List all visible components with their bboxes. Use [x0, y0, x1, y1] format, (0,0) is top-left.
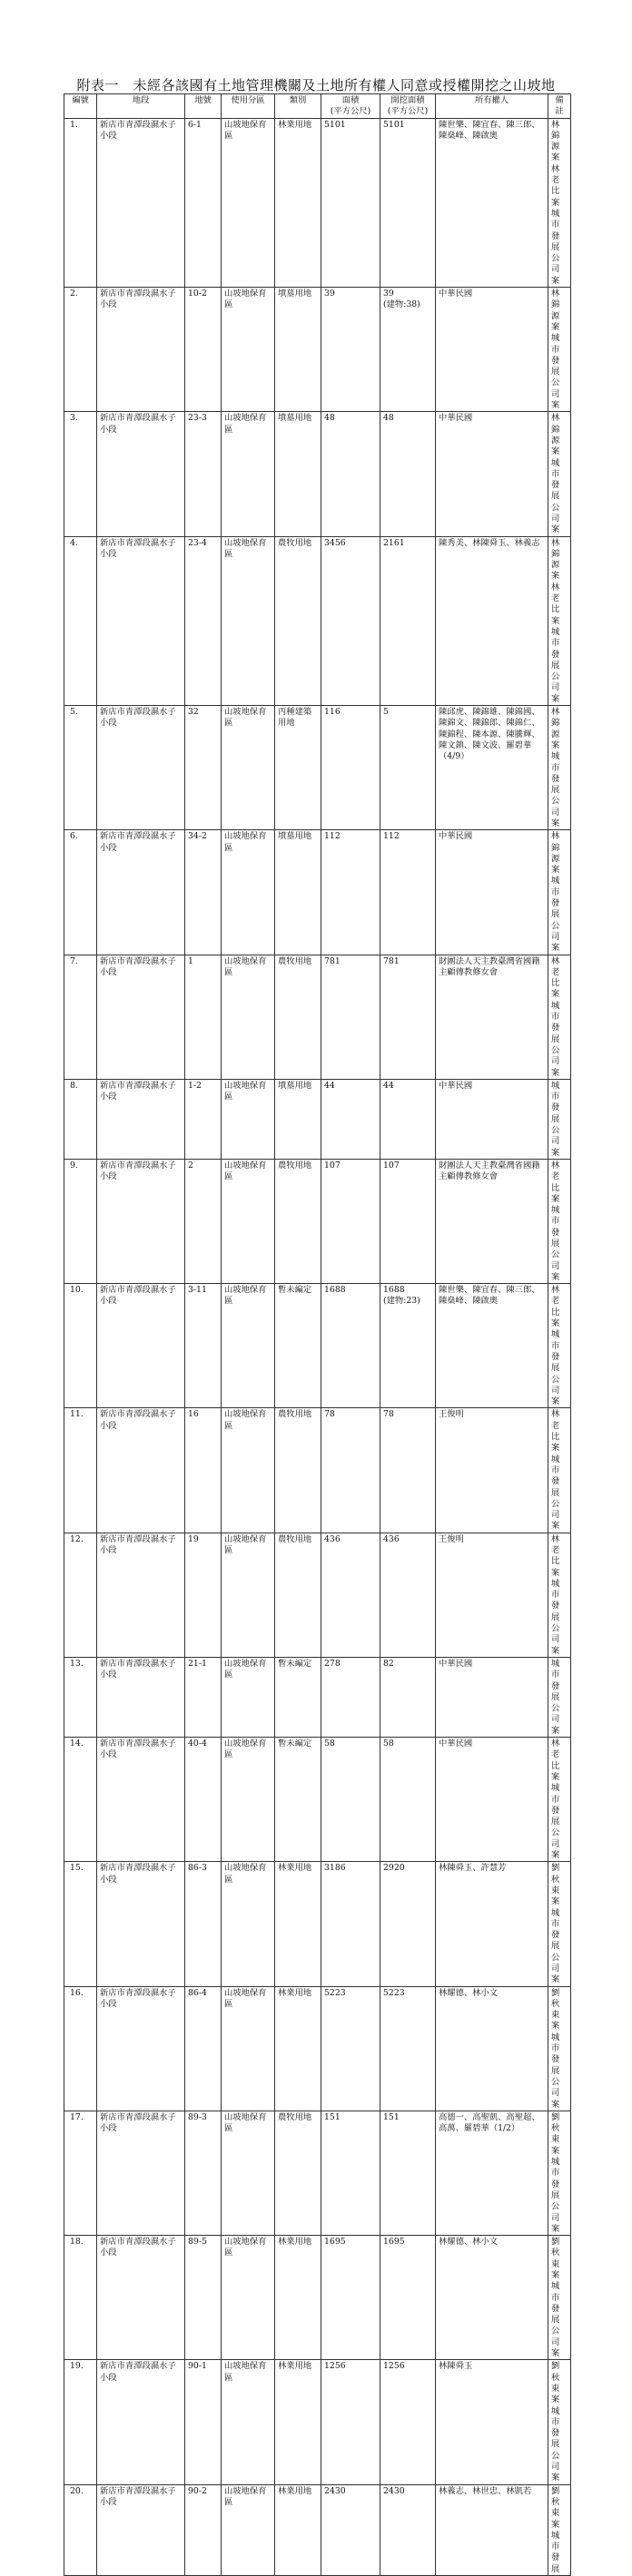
- table-row: [64, 706, 571, 830]
- cell-owner: 中華民國: [436, 830, 548, 955]
- cell-zone: 山坡地保育區: [222, 2484, 275, 2575]
- cell-dug-area: 2430: [380, 2484, 436, 2575]
- cell-lot: 16: [185, 1408, 222, 1533]
- cell-owner: 中華民國: [436, 1079, 548, 1159]
- table-row: [64, 1408, 571, 1533]
- cell-dug-area: 5223: [380, 1986, 436, 2111]
- cell-category: 墳墓用地: [275, 1079, 321, 1159]
- cell-no: 18.: [64, 2236, 97, 2360]
- cell-owner: 財團法人天主教臺灣省國籍主顧傳教修女會: [436, 1159, 548, 1283]
- header-note: 備註: [548, 94, 571, 119]
- cell-dug-area: 112: [380, 830, 436, 955]
- cell-lot: 6-1: [185, 118, 222, 287]
- cell-no: 5.: [64, 706, 97, 830]
- cell-section: 新店市青潭段濕水子小段: [97, 118, 185, 287]
- cell-dug-area: 82: [380, 1657, 436, 1737]
- cell-category: 農牧用地: [275, 955, 321, 1079]
- cell-no: 10.: [64, 1284, 97, 1408]
- cell-area: 781: [321, 955, 380, 1079]
- cell-note: 林老比案城市發展公司案: [548, 1284, 571, 1408]
- cell-section: 新店市青潭段濕水子小段: [97, 1159, 185, 1283]
- cell-no: 4.: [64, 536, 97, 705]
- header-zone: 使用分區: [222, 94, 275, 119]
- cell-section: 新店市青潭段濕水子小段: [97, 1738, 185, 1862]
- cell-lot: 3-11: [185, 1284, 222, 1408]
- cell-no: 12.: [64, 1533, 97, 1657]
- cell-zone: 山坡地保育區: [222, 1284, 275, 1408]
- cell-lot: 2: [185, 1159, 222, 1283]
- cell-section: 新店市青潭段濕水子小段: [97, 1986, 185, 2111]
- header-owner: 所有權人: [436, 94, 548, 119]
- cell-owner: 中華民國: [436, 412, 548, 536]
- cell-note: 林錦源案城市發展公司案: [548, 706, 571, 830]
- cell-section: 新店市青潭段濕水子小段: [97, 2236, 185, 2360]
- cell-note: 劉秋東案城市發展: [548, 2484, 571, 2575]
- cell-no: 3.: [64, 412, 97, 536]
- cell-category: 林業用地: [275, 2360, 321, 2484]
- table-row: [64, 955, 571, 1079]
- table-row: [64, 412, 571, 536]
- table-row: [64, 1533, 571, 1657]
- cell-note: 城市發展公司案: [548, 1079, 571, 1159]
- cell-note: 林老比案城市發展公司案: [548, 1159, 571, 1283]
- table-row: [64, 2484, 571, 2575]
- cell-note: 林錦源案城市發展公司案: [548, 288, 571, 412]
- cell-lot: 86-4: [185, 1986, 222, 2111]
- cell-note: 劉秋東案城市發展公司案: [548, 1862, 571, 1986]
- cell-owner: 林陳舜玉: [436, 2360, 548, 2484]
- cell-note: 林老比案城市發展公司案: [548, 1408, 571, 1533]
- cell-owner: 中華民國: [436, 1657, 548, 1737]
- cell-section: 新店市青潭段濕水子小段: [97, 412, 185, 536]
- cell-category: 農牧用地: [275, 2111, 321, 2235]
- cell-lot: 23-3: [185, 412, 222, 536]
- table-body: [64, 118, 571, 2575]
- cell-no: 15.: [64, 1862, 97, 1986]
- cell-zone: 山坡地保育區: [222, 955, 275, 1079]
- cell-no: 14.: [64, 1738, 97, 1862]
- cell-area: 278: [321, 1657, 380, 1737]
- cell-category: 農牧用地: [275, 1159, 321, 1283]
- cell-area: 58: [321, 1738, 380, 1862]
- cell-zone: 山坡地保育區: [222, 1079, 275, 1159]
- cell-category: 林業用地: [275, 2484, 321, 2575]
- cell-section: 新店市青潭段濕水子小段: [97, 955, 185, 1079]
- table-row: [64, 1862, 571, 1986]
- cell-note: 城市發展公司案: [548, 1657, 571, 1737]
- cell-owner: 陳世樂、陳宜春、陳三郎、陳燊峰、陳啟奧: [436, 1284, 548, 1408]
- cell-lot: 19: [185, 1533, 222, 1657]
- table-row: [64, 536, 571, 705]
- cell-area: 1256: [321, 2360, 380, 2484]
- cell-note: 林老比案城市發展公司案: [548, 1533, 571, 1657]
- cell-area: 1695: [321, 2236, 380, 2360]
- table-row: [64, 288, 571, 412]
- cell-no: 19.: [64, 2360, 97, 2484]
- cell-section: 新店市青潭段濕水子小段: [97, 1533, 185, 1657]
- cell-owner: 陳邱虎、陳錦雄、陳錦國、陳錦文、陳錦郎、陳錦仁、陳錦程、陳本源、陳騰輝、陳文鎮、陳文波、羅碧華（4/9）: [436, 706, 548, 830]
- cell-dug-area: 5101: [380, 118, 436, 287]
- table-row: [64, 1079, 571, 1159]
- table-row: [64, 830, 571, 955]
- cell-note: 林錦源案城市發展公司案: [548, 830, 571, 955]
- cell-no: 13.: [64, 1657, 97, 1737]
- table-row: [64, 1159, 571, 1283]
- cell-dug-area: 78: [380, 1408, 436, 1533]
- cell-owner: 財團法人天主教臺灣省國籍主顧傳教修女會: [436, 955, 548, 1079]
- cell-category: 暫未編定: [275, 1284, 321, 1408]
- cell-zone: 山坡地保育區: [222, 1159, 275, 1283]
- cell-owner: 林耀德、林小文: [436, 2236, 548, 2360]
- cell-category: 丙種建築用地: [275, 706, 321, 830]
- cell-note: 林錦源案林老比案城市發展公司案: [548, 118, 571, 287]
- cell-zone: 山坡地保育區: [222, 2236, 275, 2360]
- table-row: [64, 118, 571, 287]
- cell-lot: 90-1: [185, 2360, 222, 2484]
- cell-note: 林錦源案林老比案城市發展公司案: [548, 536, 571, 705]
- cell-section: 新店市青潭段濕水子小段: [97, 1657, 185, 1737]
- cell-no: 17.: [64, 2111, 97, 2235]
- cell-category: 林業用地: [275, 1986, 321, 2111]
- cell-section: 新店市青潭段濕水子小段: [97, 1079, 185, 1159]
- cell-zone: 山坡地保育區: [222, 412, 275, 536]
- cell-note: 劉秋東案城市發展公司案: [548, 2360, 571, 2484]
- cell-category: 墳墓用地: [275, 412, 321, 536]
- cell-dug-area: 1695: [380, 2236, 436, 2360]
- cell-section: 新店市青潭段濕水子小段: [97, 288, 185, 412]
- cell-lot: 1-2: [185, 1079, 222, 1159]
- cell-area: 107: [321, 1159, 380, 1283]
- cell-section: 新店市青潭段濕水子小段: [97, 1408, 185, 1533]
- cell-section: 新店市青潭段濕水子小段: [97, 2360, 185, 2484]
- cell-zone: 山坡地保育區: [222, 1862, 275, 1986]
- cell-zone: 山坡地保育區: [222, 2111, 275, 2235]
- cell-note: 林錦源案城市發展公司案: [548, 412, 571, 536]
- table-row: [64, 1738, 571, 1862]
- cell-dug-area: 1688 (建物:23): [380, 1284, 436, 1408]
- cell-category: 農牧用地: [275, 1408, 321, 1533]
- table-row: [64, 2236, 571, 2360]
- table-row: [64, 1657, 571, 1737]
- cell-dug-area: 58: [380, 1738, 436, 1862]
- cell-no: 1.: [64, 118, 97, 287]
- cell-area: 116: [321, 706, 380, 830]
- cell-area: 2430: [321, 2484, 380, 2575]
- cell-owner: 林義志、林世忠、林凱若: [436, 2484, 548, 2575]
- cell-zone: 山坡地保育區: [222, 1657, 275, 1737]
- cell-owner: 中華民國: [436, 1738, 548, 1862]
- header-area: 面積 (平方公尺): [321, 94, 380, 119]
- cell-area: 78: [321, 1408, 380, 1533]
- cell-category: 墳墓用地: [275, 288, 321, 412]
- cell-section: 新店市青潭段濕水子小段: [97, 1862, 185, 1986]
- cell-no: 16.: [64, 1986, 97, 2111]
- cell-owner: 中華民國: [436, 288, 548, 412]
- cell-dug-area: 39 (建物:38): [380, 288, 436, 412]
- cell-dug-area: 48: [380, 412, 436, 536]
- cell-zone: 山坡地保育區: [222, 2360, 275, 2484]
- cell-lot: 89-3: [185, 2111, 222, 2235]
- cell-dug-area: 2920: [380, 1862, 436, 1986]
- cell-lot: 34-2: [185, 830, 222, 955]
- cell-area: 3456: [321, 536, 380, 705]
- header-no: 編號: [64, 94, 97, 119]
- cell-dug-area: 151: [380, 2111, 436, 2235]
- cell-note: 林老比案城市發展公司案: [548, 955, 571, 1079]
- cell-no: 11.: [64, 1408, 97, 1533]
- cell-dug-area: 781: [380, 955, 436, 1079]
- cell-area: 1688: [321, 1284, 380, 1408]
- cell-dug-area: 44: [380, 1079, 436, 1159]
- table-row: [64, 2111, 571, 2235]
- cell-section: 新店市青潭段濕水子小段: [97, 830, 185, 955]
- cell-lot: 23-4: [185, 536, 222, 705]
- cell-lot: 1: [185, 955, 222, 1079]
- cell-section: 新店市青潭段濕水子小段: [97, 2111, 185, 2235]
- cell-area: 39: [321, 288, 380, 412]
- cell-lot: 86-3: [185, 1862, 222, 1986]
- cell-zone: 山坡地保育區: [222, 830, 275, 955]
- cell-section: 新店市青潭段濕水子小段: [97, 2484, 185, 2575]
- cell-category: 農牧用地: [275, 536, 321, 705]
- cell-note: 劉秋東案城市發展公司案: [548, 2236, 571, 2360]
- cell-category: 林業用地: [275, 1862, 321, 1986]
- cell-owner: 王俊明: [436, 1533, 548, 1657]
- page-title: 附表一 未經各該國有土地管理機關及土地所有權人同意或授權開挖之山坡地: [76, 77, 556, 93]
- cell-no: 2.: [64, 288, 97, 412]
- cell-category: 林業用地: [275, 2236, 321, 2360]
- cell-area: 5101: [321, 118, 380, 287]
- cell-owner: 林耀德、林小文: [436, 1986, 548, 2111]
- cell-lot: 89-5: [185, 2236, 222, 2360]
- cell-lot: 10-2: [185, 288, 222, 412]
- cell-no: 20.: [64, 2484, 97, 2575]
- cell-zone: 山坡地保育區: [222, 1408, 275, 1533]
- cell-no: 9.: [64, 1159, 97, 1283]
- cell-lot: 32: [185, 706, 222, 830]
- cell-lot: 40-4: [185, 1738, 222, 1862]
- cell-section: 新店市青潭段濕水子小段: [97, 706, 185, 830]
- cell-dug-area: 107: [380, 1159, 436, 1283]
- cell-area: 44: [321, 1079, 380, 1159]
- table-row: [64, 1986, 571, 2111]
- cell-lot: 21-1: [185, 1657, 222, 1737]
- cell-category: 暫未編定: [275, 1657, 321, 1737]
- header-lot: 地號: [185, 94, 222, 119]
- cell-category: 墳墓用地: [275, 830, 321, 955]
- cell-area: 436: [321, 1533, 380, 1657]
- table-row: [64, 1284, 571, 1408]
- cell-zone: 山坡地保育區: [222, 706, 275, 830]
- header-dug-area: 開挖面積 (平方公尺): [380, 94, 436, 119]
- cell-section: 新店市青潭段濕水子小段: [97, 1284, 185, 1408]
- cell-dug-area: 2161: [380, 536, 436, 705]
- cell-zone: 山坡地保育區: [222, 1738, 275, 1862]
- cell-lot: 90-2: [185, 2484, 222, 2575]
- cell-note: 林老比案城市發展公司案: [548, 1738, 571, 1862]
- land-table: [64, 93, 571, 2576]
- cell-dug-area: 436: [380, 1533, 436, 1657]
- cell-owner: 陳秀美、林陳舜玉、林義志: [436, 536, 548, 705]
- cell-no: 6.: [64, 830, 97, 955]
- cell-dug-area: 5: [380, 706, 436, 830]
- cell-zone: 山坡地保育區: [222, 1986, 275, 2111]
- header-category: 類別: [275, 94, 321, 119]
- cell-dug-area: 1256: [380, 2360, 436, 2484]
- cell-section: 新店市青潭段濕水子小段: [97, 536, 185, 705]
- cell-zone: 山坡地保育區: [222, 118, 275, 287]
- cell-area: 48: [321, 412, 380, 536]
- cell-area: 5223: [321, 1986, 380, 2111]
- table-header-row: [64, 94, 571, 119]
- cell-note: 劉秋東案城市發展公司案: [548, 2111, 571, 2235]
- cell-category: 林業用地: [275, 118, 321, 287]
- cell-no: 7.: [64, 955, 97, 1079]
- cell-area: 3186: [321, 1862, 380, 1986]
- cell-no: 8.: [64, 1079, 97, 1159]
- header-section: 地段: [97, 94, 185, 119]
- cell-area: 112: [321, 830, 380, 955]
- cell-zone: 山坡地保育區: [222, 536, 275, 705]
- cell-area: 151: [321, 2111, 380, 2235]
- cell-owner: 陳世樂、陳宜春、陳三郎、陳燊峰、陳啟奧: [436, 118, 548, 287]
- table-row: [64, 2360, 571, 2484]
- cell-zone: 山坡地保育區: [222, 288, 275, 412]
- cell-zone: 山坡地保育區: [222, 1533, 275, 1657]
- cell-owner: 高德一、高聖凱、高聖超、高萬、羅碧華（1/2）: [436, 2111, 548, 2235]
- cell-note: 劉秋東案城市發展公司案: [548, 1986, 571, 2111]
- cell-owner: 王俊明: [436, 1408, 548, 1533]
- cell-owner: 林陳舜玉、許慧芳: [436, 1862, 548, 1986]
- cell-category: 暫未編定: [275, 1738, 321, 1862]
- cell-category: 農牧用地: [275, 1533, 321, 1657]
